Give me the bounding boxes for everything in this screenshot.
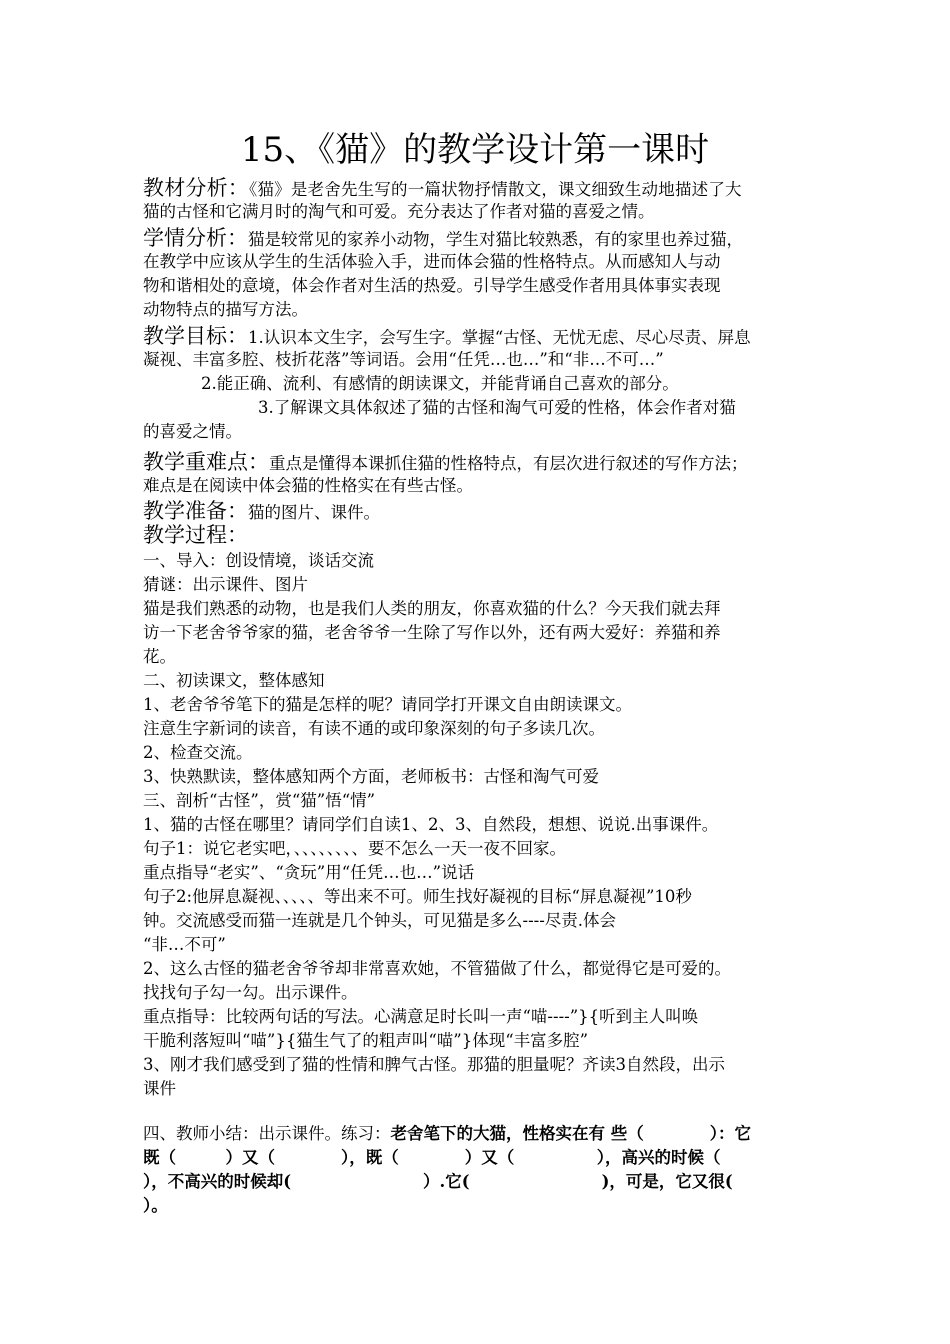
section-goals [143, 324, 813, 444]
process-line-8: 注意生字新词的读音，有读不通的或印象深刻的句子多读几次。 [143, 719, 605, 738]
page-title: 15、《猫》的教学设计第一课时 [240, 130, 710, 170]
process-body [143, 549, 813, 1101]
learner-line-4: 动物特点的描写方法。 [143, 300, 308, 319]
process-line-14: 重点指导“老实”、“贪玩”用“任凭…也…”说话 [143, 863, 475, 882]
learner-line-3: 物和谐相处的意境，体会作者对生活的热爱。引导学生感受作者用具体事实表现 [143, 276, 721, 295]
process-line-13: 句子1：说它老实吧，、、、、、、、、要不怎么一天一夜不回家。 [143, 839, 566, 858]
goals-line-3: 2.能正确、流利、有感情的朗读课文，并能背诵自己喜欢的部分。 [201, 374, 679, 393]
analysis-text-1: 《猫》是老舍先生写的一篇状物抒情散文，课文细致生动地描述了大 [249, 180, 742, 199]
keypoints-line-2: 难点是在阅读中体会猫的性格实在有些古怪。 [143, 476, 473, 495]
process-line-16: 钟。交流感受而猫一连就是几个钟头，可见猫是多么----尽责.体会 [143, 911, 617, 930]
keypoints-text-1: 重点是懂得本课抓住猫的性格特点，有层次进行叙述的写作方法； [269, 454, 748, 473]
process-line-20: 重点指导：比较两句话的写法。心满意足时长叫一声“喵----”}{听到主人叫唤 [143, 1007, 699, 1026]
process-line-21: 干脆利落短叫“喵”}{猫生气了的粗声叫“喵”}体现“丰富多腔” [143, 1031, 589, 1050]
summary-line-2: 既（ ）又（ ），既（ ）又（ ），高兴的时候（ [143, 1148, 721, 1167]
process-line-19: 找找句子勾一勾。出示课件。 [143, 983, 358, 1002]
process-heading: 教学过程： [143, 523, 248, 547]
process-line-17: “非…不可” [143, 935, 226, 954]
process-line-15: 句子2:他屏息凝视、、、、、等出来不可。师生找好凝视的目标“屏息凝视”10秒 [143, 887, 692, 906]
process-line-6: 二、初读课文，整体感知 [143, 671, 325, 690]
process-line-5: 花。 [143, 647, 176, 666]
goals-line-4: 3.了解课文具体叙述了猫的古怪和淘气可爱的性格，体会作者对猫 [258, 398, 736, 417]
keypoints-line-1 [143, 450, 813, 474]
process-line-23: 课件 [143, 1079, 176, 1098]
keypoints-heading: 教学重难点： [143, 450, 269, 474]
process-line-7: 1、老舍爷爷笔下的猫是怎样的呢？请同学打开课文自由朗读课文。 [143, 695, 632, 714]
prep-line [143, 499, 813, 523]
section-analysis [143, 176, 813, 224]
process-line-18: 2、这么古怪的猫老舍爷爷却非常喜欢她，不管猫做了什么，都觉得它是可爱的。 [143, 959, 731, 978]
goals-line-2: 凝视、丰富多腔、枝折花落”等词语。会用“任凭…也…”和“非…不可…” [143, 350, 664, 369]
analysis-heading: 教材分析： [143, 176, 249, 200]
summary-line-4: ）。 [143, 1196, 168, 1215]
analysis-line-2: 猫的古怪和它满月时的淘气和可爱。充分表达了作者对猫的喜爱之情。 [143, 202, 655, 221]
goals-line-5: 的喜爱之情。 [143, 422, 242, 441]
process-line-11: 三、剖析“古怪”，赏“猫”悟“情” [143, 791, 376, 810]
analysis-line-1 [143, 176, 813, 200]
section-process [143, 523, 813, 549]
summary-lead: 四、教师小结：出示课件。练习： [143, 1124, 391, 1143]
learner-line-1 [143, 226, 813, 250]
process-line-9: 2、检查交流。 [143, 743, 253, 762]
process-line-1: 一、导入：创设情境，谈话交流 [143, 551, 374, 570]
section-summary [143, 1122, 813, 1218]
process-line-12: 1、猫的古怪在哪里？请同学们自读1、2、3、自然段，想想、说说.出事课件。 [143, 815, 719, 834]
section-learner [143, 226, 813, 322]
goals-heading: 教学目标： [143, 324, 248, 348]
goals-text-1: 1.认识本文生字，会写生字。掌握“古怪、无忧无虑、尽心尽责、屏息 [248, 328, 751, 347]
section-keypoints [143, 450, 813, 498]
goals-line-1 [143, 324, 813, 348]
summary-line-3: ），不高兴的时候却( ）.它( )，可是，它又很( [143, 1172, 733, 1191]
prep-heading: 教学准备： [143, 499, 248, 523]
process-line-2: 猜谜：出示课件、图片 [143, 575, 308, 594]
learner-text-1: 猫是较常见的家养小动物，学生对猫比较熟悉，有的家里也养过猫， [248, 230, 743, 249]
summary-line-1 [143, 1122, 813, 1146]
summary-exercise-1: 老舍笔下的大猫，性格实在有 些（ ）：它 [390, 1124, 751, 1143]
section-prep [143, 499, 813, 523]
process-line-10: 3、快熟默读，整体感知两个方面，老师板书：古怪和淘气可爱 [143, 767, 599, 786]
process-line-3: 猫是我们熟悉的动物，也是我们人类的朋友，你喜欢猫的什么？今天我们就去拜 [143, 599, 721, 618]
process-line-4: 访一下老舍爷爷家的猫，老舍爷爷一生除了写作以外，还有两大爱好：养猫和养 [143, 623, 721, 642]
prep-text: 猫的图片、课件。 [248, 503, 380, 522]
process-line-22: 3、刚才我们感受到了猫的性情和脾气古怪。那猫的胆量呢？齐读3自然段，出示 [143, 1055, 725, 1074]
learner-line-2: 在教学中应该从学生的生活体验入手，进而体会猫的性格特点。从而感知人与动 [143, 252, 721, 271]
learner-heading: 学情分析： [143, 226, 248, 250]
